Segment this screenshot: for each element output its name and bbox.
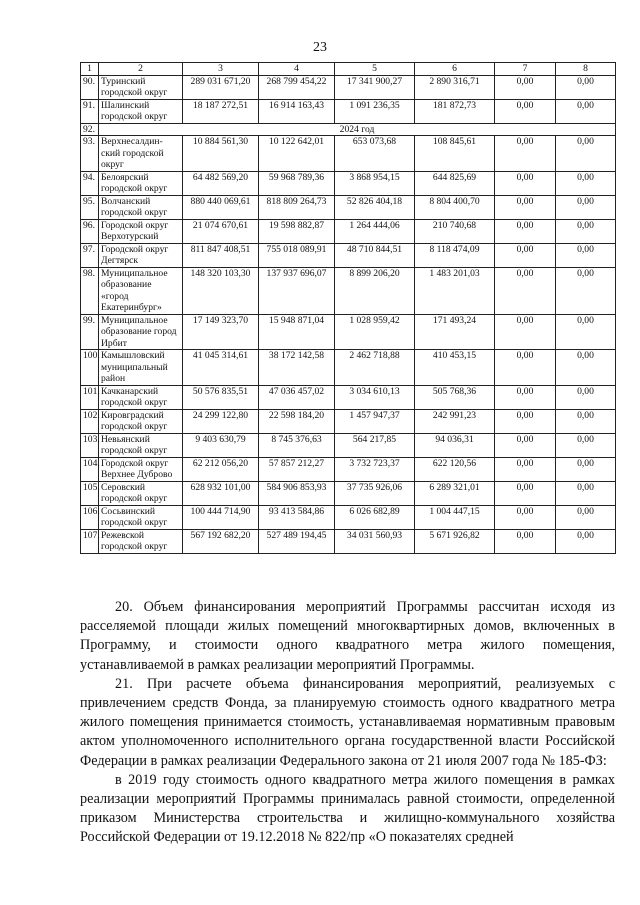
amount-cell: 0,00	[556, 314, 616, 350]
municipality-name: Белоярский городской округ	[99, 171, 183, 195]
row-number: 95.	[81, 195, 99, 219]
amount-cell: 148 320 103,30	[183, 267, 259, 314]
amount-cell: 10 122 642,01	[259, 136, 335, 172]
amount-cell: 505 768,36	[415, 385, 495, 409]
amount-cell: 6 026 682,89	[335, 505, 415, 529]
year-row	[81, 123, 616, 136]
table-row	[81, 314, 616, 350]
amount-cell: 0,00	[495, 75, 556, 99]
amount-cell: 1 004 447,15	[415, 505, 495, 529]
amount-cell: 1 483 201,03	[415, 267, 495, 314]
amount-cell: 0,00	[495, 314, 556, 350]
amount-cell: 59 968 789,36	[259, 171, 335, 195]
amount-cell: 0,00	[556, 529, 616, 553]
amount-cell: 0,00	[495, 267, 556, 314]
amount-cell: 108 845,61	[415, 136, 495, 172]
amount-cell: 47 036 457,02	[259, 385, 335, 409]
table-row	[81, 243, 616, 267]
table-row	[81, 195, 616, 219]
row-number: 100.	[81, 350, 99, 386]
municipality-name: Режевской городской округ	[99, 529, 183, 553]
amount-cell: 37 735 926,06	[335, 481, 415, 505]
amount-cell: 0,00	[495, 481, 556, 505]
municipality-name: Сосьвинский городской округ	[99, 505, 183, 529]
municipality-name: Камышловский муниципальный район	[99, 350, 183, 386]
municipality-name: Городской округ Дегтярск	[99, 243, 183, 267]
amount-cell: 0,00	[556, 219, 616, 243]
amount-cell: 2 890 316,71	[415, 75, 495, 99]
municipality-name: Шалинский городской округ	[99, 99, 183, 123]
amount-cell: 567 192 682,20	[183, 529, 259, 553]
amount-cell: 0,00	[495, 195, 556, 219]
amount-cell: 137 937 696,07	[259, 267, 335, 314]
row-number: 107.	[81, 529, 99, 553]
amount-cell: 0,00	[556, 481, 616, 505]
amount-cell: 0,00	[495, 433, 556, 457]
amount-cell: 3 732 723,37	[335, 457, 415, 481]
amount-cell: 5 671 926,82	[415, 529, 495, 553]
amount-cell: 0,00	[495, 350, 556, 386]
amount-cell: 527 489 194,45	[259, 529, 335, 553]
column-number-header: 7	[495, 63, 556, 76]
row-number: 98.	[81, 267, 99, 314]
amount-cell: 0,00	[556, 433, 616, 457]
amount-cell: 48 710 844,51	[335, 243, 415, 267]
amount-cell: 41 045 314,61	[183, 350, 259, 386]
column-number-header: 1	[81, 63, 99, 76]
row-number: 101.	[81, 385, 99, 409]
row-number: 106.	[81, 505, 99, 529]
municipality-name: Качканарский городской округ	[99, 385, 183, 409]
amount-cell: 57 857 212,27	[259, 457, 335, 481]
amount-cell: 3 868 954,15	[335, 171, 415, 195]
table-row	[81, 75, 616, 99]
amount-cell: 38 172 142,58	[259, 350, 335, 386]
amount-cell: 0,00	[556, 457, 616, 481]
municipality-name: Муниципальное образование город Ирбит	[99, 314, 183, 350]
amount-cell: 100 444 714,90	[183, 505, 259, 529]
table-row	[81, 267, 616, 314]
table-row	[81, 99, 616, 123]
table-row	[81, 457, 616, 481]
amount-cell: 21 074 670,61	[183, 219, 259, 243]
amount-cell: 17 341 900,27	[335, 75, 415, 99]
municipality-name: Муниципальное образование «город Екатеринбург»	[99, 267, 183, 314]
municipality-name: Кировградский городской округ	[99, 409, 183, 433]
row-number: 94.	[81, 171, 99, 195]
amount-cell: 0,00	[556, 195, 616, 219]
municipality-name: Городской округ Верхотурский	[99, 219, 183, 243]
column-number-header: 8	[556, 63, 616, 76]
amount-cell: 1 264 444,06	[335, 219, 415, 243]
amount-cell: 0,00	[495, 385, 556, 409]
row-number: 91.	[81, 99, 99, 123]
amount-cell: 1 457 947,37	[335, 409, 415, 433]
table-row	[81, 136, 616, 172]
amount-cell: 6 289 321,01	[415, 481, 495, 505]
page-number: 23	[313, 40, 327, 55]
amount-cell: 0,00	[556, 136, 616, 172]
column-number-header: 2	[99, 63, 183, 76]
amount-cell: 52 826 404,18	[335, 195, 415, 219]
amount-cell: 8 899 206,20	[335, 267, 415, 314]
amount-cell: 564 217,85	[335, 433, 415, 457]
amount-cell: 0,00	[495, 171, 556, 195]
column-number-header: 3	[183, 63, 259, 76]
amount-cell: 62 212 056,20	[183, 457, 259, 481]
municipality-name: Городской округ Верхнее Дуброво	[99, 457, 183, 481]
row-number: 102.	[81, 409, 99, 433]
amount-cell: 0,00	[556, 75, 616, 99]
amount-cell: 0,00	[495, 99, 556, 123]
paragraph-2019: в 2019 году стоимость одного квадратного метра жилого помещения в рамках реализации мероприятий Программы принималась равной стоимости, определенной приказом Министерства строительства и жилищно-коммунального хозяйства Российской Федерации от 19.12.2018 № 822/пр «О показателях средней	[80, 771, 615, 846]
amount-cell: 0,00	[495, 529, 556, 553]
column-number-header: 6	[415, 63, 495, 76]
amount-cell: 3 034 610,13	[335, 385, 415, 409]
table-row	[81, 350, 616, 386]
amount-cell: 0,00	[556, 505, 616, 529]
table-row	[81, 219, 616, 243]
table-row	[81, 505, 616, 529]
amount-cell: 8 118 474,09	[415, 243, 495, 267]
amount-cell: 0,00	[495, 243, 556, 267]
amount-cell: 268 799 454,22	[259, 75, 335, 99]
amount-cell: 0,00	[495, 219, 556, 243]
amount-cell: 18 187 272,51	[183, 99, 259, 123]
amount-cell: 628 932 101,00	[183, 481, 259, 505]
row-number: 92.	[81, 123, 99, 136]
table-header-row	[81, 63, 616, 76]
municipality-name: Волчанский городской округ	[99, 195, 183, 219]
amount-cell: 410 453,15	[415, 350, 495, 386]
municipality-name: Верхнесалдин-ский городской округ	[99, 136, 183, 172]
amount-cell: 16 914 163,43	[259, 99, 335, 123]
amount-cell: 0,00	[556, 385, 616, 409]
body-text	[80, 598, 615, 848]
amount-cell: 0,00	[556, 243, 616, 267]
amount-cell: 2 462 718,88	[335, 350, 415, 386]
amount-cell: 64 482 569,20	[183, 171, 259, 195]
municipality-name: Невьянский городской округ	[99, 433, 183, 457]
municipality-name: Туринский городской округ	[99, 75, 183, 99]
amount-cell: 34 031 560,93	[335, 529, 415, 553]
row-number: 99.	[81, 314, 99, 350]
year-label: 2024 год	[99, 123, 616, 136]
amount-cell: 8 745 376,63	[259, 433, 335, 457]
amount-cell: 22 598 184,20	[259, 409, 335, 433]
municipality-name: Серовский городской округ	[99, 481, 183, 505]
amount-cell: 644 825,69	[415, 171, 495, 195]
amount-cell: 181 872,73	[415, 99, 495, 123]
column-number-header: 4	[259, 63, 335, 76]
amount-cell: 93 413 584,86	[259, 505, 335, 529]
row-number: 105.	[81, 481, 99, 505]
column-number-header: 5	[335, 63, 415, 76]
amount-cell: 242 991,23	[415, 409, 495, 433]
paragraph-21: 21. При расчете объема финансирования мероприятий, реализуемых с привлечением средств Фонда, за планируемую стоимость одного квадратного метра жилого помещения принимается стоимость, устанавливаемая нормативным правовым актом уполномоченного исполнительного органа государственной власти Российской Федерации в рамках реализации Федерального закона от 21 июля 2007 года № 185-ФЗ:	[80, 675, 615, 769]
amount-cell: 653 073,68	[335, 136, 415, 172]
amount-cell: 9 403 630,79	[183, 433, 259, 457]
amount-cell: 171 493,24	[415, 314, 495, 350]
amount-cell: 755 018 089,91	[259, 243, 335, 267]
amount-cell: 0,00	[495, 409, 556, 433]
amount-cell: 0,00	[556, 267, 616, 314]
amount-cell: 0,00	[495, 505, 556, 529]
table-row	[81, 433, 616, 457]
amount-cell: 24 299 122,80	[183, 409, 259, 433]
amount-cell: 50 576 835,51	[183, 385, 259, 409]
amount-cell: 1 028 959,42	[335, 314, 415, 350]
amount-cell: 584 906 853,93	[259, 481, 335, 505]
amount-cell: 0,00	[495, 457, 556, 481]
amount-cell: 17 149 323,70	[183, 314, 259, 350]
amount-cell: 8 804 400,70	[415, 195, 495, 219]
financing-table	[80, 62, 616, 554]
amount-cell: 0,00	[556, 99, 616, 123]
amount-cell: 0,00	[495, 136, 556, 172]
amount-cell: 0,00	[556, 409, 616, 433]
amount-cell: 880 440 069,61	[183, 195, 259, 219]
row-number: 96.	[81, 219, 99, 243]
amount-cell: 15 948 871,04	[259, 314, 335, 350]
amount-cell: 811 847 408,51	[183, 243, 259, 267]
row-number: 103.	[81, 433, 99, 457]
row-number: 97.	[81, 243, 99, 267]
table-row	[81, 385, 616, 409]
amount-cell: 0,00	[556, 350, 616, 386]
amount-cell: 1 091 236,35	[335, 99, 415, 123]
row-number: 93.	[81, 136, 99, 172]
amount-cell: 622 120,56	[415, 457, 495, 481]
table-row	[81, 409, 616, 433]
amount-cell: 10 884 561,30	[183, 136, 259, 172]
amount-cell: 94 036,31	[415, 433, 495, 457]
amount-cell: 289 031 671,20	[183, 75, 259, 99]
amount-cell: 210 740,68	[415, 219, 495, 243]
row-number: 104.	[81, 457, 99, 481]
amount-cell: 19 598 882,87	[259, 219, 335, 243]
table-row	[81, 481, 616, 505]
table-row	[81, 171, 616, 195]
row-number: 90.	[81, 75, 99, 99]
amount-cell: 0,00	[556, 171, 616, 195]
amount-cell: 818 809 264,73	[259, 195, 335, 219]
table-row	[81, 529, 616, 553]
paragraph-20: 20. Объем финансирования мероприятий Программы рассчитан исходя из расселяемой площади жилых помещений многоквартирных домов, включенных в Программу, и стоимости одного квадратного метра жилого помещения, устанавливаемой в рамках реализации мероприятий Программы.	[80, 599, 615, 673]
